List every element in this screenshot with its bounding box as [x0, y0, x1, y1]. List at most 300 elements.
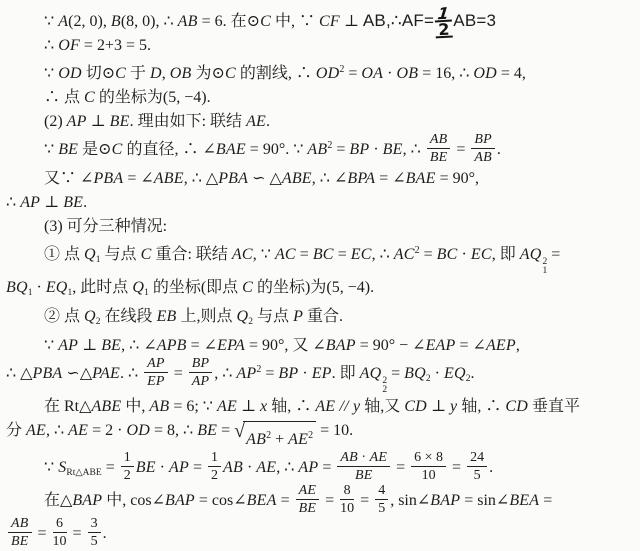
math-variable: AQ	[519, 246, 542, 263]
text-run: ∴	[295, 65, 316, 82]
math-line	[6, 167, 634, 191]
text-run: , ∴	[276, 459, 299, 477]
math-variable: C	[84, 89, 95, 106]
fraction-denominator	[121, 467, 134, 483]
math-variable: Q	[84, 308, 96, 325]
text-run: ⊥	[86, 113, 110, 130]
math-variable: PBA	[93, 170, 124, 187]
fraction-numerator	[340, 483, 354, 500]
subscript: 1	[95, 255, 101, 265]
text-run: ②	[44, 308, 65, 325]
math-line	[6, 395, 634, 419]
text-run: = 10.	[316, 422, 354, 440]
text-run: .	[496, 141, 501, 159]
text-run: . ∴	[119, 365, 143, 383]
math-variable: EAP	[425, 337, 456, 354]
typed-annotation-text: AB=3	[453, 11, 497, 30]
text-run: ∵	[44, 337, 59, 354]
handwritten-denominator: 2	[435, 19, 453, 38]
math-variable: //	[335, 398, 353, 416]
math-variable: BAP	[430, 492, 461, 510]
fraction-numerator	[8, 516, 32, 533]
math-variable: BAP	[325, 337, 356, 354]
text-run: ⊥	[426, 398, 450, 416]
text-run: 又	[44, 170, 61, 187]
subscript: 1	[27, 288, 33, 298]
math-variable: BE	[135, 459, 156, 477]
text-run: =	[318, 459, 336, 477]
fraction-numerator	[471, 132, 495, 149]
math-variable: OD	[315, 65, 340, 82]
math-variable: OD	[473, 65, 497, 82]
text-run: =	[188, 459, 206, 477]
math-variable: y	[450, 398, 458, 416]
radicand	[243, 421, 316, 452]
text-run: = cos∠	[194, 492, 247, 510]
text-run: .	[83, 194, 88, 211]
fraction-denominator	[88, 533, 101, 549]
text-run: =	[261, 365, 279, 383]
math-variable: EPA	[217, 337, 245, 354]
math-line	[6, 276, 634, 305]
fraction	[189, 356, 213, 389]
text-run: 的割线,	[235, 65, 296, 82]
math-line	[6, 191, 634, 215]
text-run: 5	[378, 501, 386, 517]
subscript: 2	[248, 317, 254, 327]
fraction	[121, 450, 134, 483]
math-variable: S	[58, 459, 67, 477]
text-run: , ∴	[45, 422, 69, 440]
math-line	[6, 518, 634, 551]
superscript: 2	[256, 364, 262, 376]
fraction-numerator	[337, 450, 390, 467]
math-variable: Q	[236, 308, 249, 325]
fraction-numerator	[296, 483, 320, 500]
math-variable: ABE	[153, 170, 184, 187]
math-variable: BP	[278, 365, 299, 383]
fraction	[296, 483, 320, 516]
math-variable: ABE	[91, 398, 122, 416]
text-run: =	[452, 141, 470, 159]
text-run: =	[169, 365, 187, 383]
text-run: 10	[421, 468, 436, 484]
math-line	[6, 86, 634, 110]
fraction	[411, 450, 446, 483]
fraction	[208, 450, 221, 483]
math-variable: AC	[231, 246, 253, 263]
math-variable: BAE	[215, 141, 246, 159]
text-run: 为⊙	[191, 65, 225, 82]
text-run: , ∵	[252, 246, 275, 263]
math-variable: CF	[318, 13, 340, 30]
fraction	[427, 132, 451, 165]
math-variable: AE	[246, 113, 267, 130]
text-run: ∵	[44, 141, 59, 159]
math-variable: AP	[20, 194, 41, 211]
text-run: 5	[473, 468, 481, 484]
text-run: =	[547, 246, 561, 263]
math-variable: BAP	[164, 492, 195, 510]
math-variable: BP	[349, 141, 370, 159]
superscript: 2	[382, 376, 388, 387]
text-run: = 4,	[496, 65, 526, 82]
text-run: 与点	[253, 308, 294, 325]
text-run: =	[101, 459, 119, 477]
math-line	[6, 419, 634, 452]
text-run: , ∴	[371, 246, 394, 263]
math-variable: AB	[149, 398, 170, 416]
math-variable: OB	[169, 65, 192, 82]
text-run: 的坐标为	[94, 89, 163, 106]
math-variable: BAE	[405, 170, 436, 187]
fraction	[471, 132, 495, 165]
text-run: = 2+3 = 5.	[79, 37, 151, 54]
text-run: ∽△	[62, 365, 93, 383]
text-run: 中,	[270, 13, 299, 30]
text-run: 10	[52, 534, 67, 550]
math-variable: P	[293, 308, 304, 325]
math-variable: APB	[156, 337, 187, 354]
fraction-denominator	[296, 500, 320, 516]
math-variable: AC	[274, 246, 296, 263]
fraction	[53, 516, 67, 549]
math-variable: A	[58, 13, 69, 30]
fraction-numerator	[88, 516, 101, 533]
text-run: , ∴ ∠	[311, 170, 348, 187]
text-run: 轴,又	[360, 398, 405, 416]
text-run: ⊥	[339, 13, 363, 30]
text-run: ·	[155, 459, 169, 477]
text-run: ·	[298, 365, 312, 383]
subscript: 2	[382, 385, 388, 396]
superscript: 2	[266, 430, 272, 442]
math-variable: BC	[436, 246, 458, 263]
math-variable: ABE	[281, 170, 312, 187]
square-root	[234, 421, 316, 452]
math-variable: BQ	[6, 279, 28, 296]
math-variable: AE	[216, 398, 237, 416]
text-run: 重合: 联结	[151, 246, 232, 263]
text-run: = ∠	[455, 337, 486, 354]
text-run: 分	[6, 422, 27, 440]
math-variable: BE	[429, 150, 448, 165]
math-variable: BP	[474, 132, 492, 147]
text-run: (8, 0), ∴	[120, 13, 178, 30]
math-variable: AB	[177, 13, 198, 30]
math-line	[6, 134, 634, 167]
fraction-numerator	[189, 356, 213, 373]
math-variable: BEA	[246, 492, 277, 510]
math-line	[6, 334, 634, 358]
text-run: ·	[357, 450, 370, 466]
text-run: =	[276, 492, 294, 510]
fraction-denominator	[340, 500, 354, 516]
text-run: = sin∠	[460, 492, 510, 510]
text-run: 即	[499, 246, 520, 263]
text-run: 又	[292, 337, 313, 354]
math-line	[6, 305, 634, 334]
text-run: , ∴ ∠	[121, 337, 157, 354]
text-run: 中,	[121, 398, 150, 416]
math-line	[6, 215, 634, 239]
text-run: ·	[369, 141, 383, 159]
math-variable: EP	[311, 365, 332, 383]
text-run: =	[321, 492, 339, 510]
math-line	[6, 34, 634, 58]
math-variable: C	[224, 65, 236, 82]
fraction-numerator	[427, 132, 451, 149]
text-run: ∵	[298, 13, 319, 30]
text-run: 6	[56, 516, 64, 532]
subscript: 1	[144, 288, 149, 298]
math-variable: EC	[350, 246, 372, 263]
fraction-numerator	[467, 450, 487, 467]
text-run: ∴ ∠	[182, 141, 216, 159]
subscript: 2	[425, 374, 431, 385]
text-run: , ∴	[214, 365, 237, 383]
text-run: = ∠	[123, 170, 154, 187]
math-variable: PAE	[92, 365, 120, 383]
math-variable: C	[140, 246, 152, 263]
text-run: ①	[44, 246, 65, 263]
fraction-denominator	[144, 373, 168, 389]
text-run: = ∠	[186, 337, 218, 354]
text-run: 2	[123, 468, 131, 484]
text-run: =	[33, 525, 51, 543]
text-run: =	[217, 422, 235, 440]
superscript: 2	[414, 245, 420, 256]
text-run: ∵ ∠	[60, 170, 94, 187]
text-run: ∴	[44, 37, 59, 54]
subscript: 1	[542, 266, 548, 276]
math-variable: AB	[340, 450, 358, 466]
math-variable: OD	[58, 65, 82, 82]
text-run: (5, −4).	[162, 89, 211, 106]
text-run: 的坐标)为	[253, 279, 327, 296]
math-line	[6, 58, 634, 86]
text-run: .	[331, 365, 340, 383]
math-variable: AE	[26, 422, 46, 440]
text-run: cos∠	[130, 492, 165, 510]
text-run: 于	[126, 65, 151, 82]
text-run: = 90° − ∠	[355, 337, 426, 354]
text-run: =	[387, 365, 405, 383]
typed-annotation-text: AB,∴AF=	[362, 11, 435, 30]
text-run: 4	[378, 483, 386, 499]
fraction	[467, 450, 487, 483]
text-run: .	[489, 459, 494, 477]
text-run: 重合.	[303, 308, 344, 325]
math-variable: AP	[191, 374, 210, 389]
fraction	[88, 516, 101, 549]
text-run: 垂直平	[527, 398, 580, 416]
superscript: 2	[339, 64, 345, 75]
subscript: 2	[95, 317, 101, 327]
math-variable: AC	[393, 246, 415, 263]
fraction-denominator	[53, 533, 67, 549]
subscript: Rt△ABE	[66, 468, 102, 479]
math-variable: x	[259, 398, 268, 416]
fraction	[340, 483, 354, 516]
math-variable: AB	[222, 459, 243, 477]
math-variable: BE	[382, 141, 403, 159]
text-run: 轴,	[267, 398, 296, 416]
fraction	[337, 450, 390, 483]
superscript: 2	[308, 430, 314, 442]
radical-sign-icon: √	[234, 420, 246, 443]
subscript: 1	[67, 288, 73, 298]
math-line	[6, 452, 634, 485]
text-run: (2)	[44, 113, 67, 130]
text-run: (5, −4).	[326, 279, 375, 296]
math-variable: EB	[156, 308, 177, 325]
text-run: = 2 ·	[88, 422, 127, 440]
math-variable: AE	[315, 398, 336, 416]
text-run: ∴	[485, 398, 506, 416]
text-run: ∵	[44, 65, 59, 82]
text-run: =	[344, 65, 362, 82]
text-run: =	[333, 246, 351, 263]
text-run: ∽ △	[248, 170, 282, 187]
text-run: ·	[32, 279, 46, 296]
text-run: 24	[470, 450, 485, 466]
text-run: ⊥	[78, 337, 102, 354]
math-line	[6, 3, 634, 40]
math-variable: BEA	[509, 492, 540, 510]
math-variable: AB	[429, 132, 448, 147]
text-run: = 90°,	[435, 170, 479, 187]
text-run: ∴	[44, 89, 65, 106]
text-run: ·	[457, 246, 471, 263]
text-run: 在△	[44, 492, 73, 510]
text-run: .	[266, 113, 271, 130]
math-variable: CD	[404, 398, 427, 416]
fraction-denominator	[189, 373, 213, 389]
math-variable: AP	[58, 337, 79, 354]
superscript: 2	[327, 140, 333, 152]
math-variable: AQ	[359, 365, 382, 383]
text-run: = ∠	[375, 170, 406, 187]
text-run: =	[295, 246, 313, 263]
text-run: 中,	[102, 492, 131, 510]
math-variable: AP	[66, 113, 87, 130]
text-run: .	[129, 113, 138, 130]
math-variable: Q	[132, 279, 145, 296]
text-run: 在 Rt△	[44, 398, 92, 416]
subscript: 2	[465, 374, 471, 385]
math-variable: EC	[470, 246, 492, 263]
math-variable: BE	[197, 422, 218, 440]
math-variable: AE	[369, 450, 388, 466]
text-run: 上,则点	[176, 308, 237, 325]
text-run: =	[68, 525, 86, 543]
text-run: = 16, ∴	[418, 65, 474, 82]
fraction-numerator	[121, 450, 134, 467]
fraction-numerator	[144, 356, 168, 373]
text-run: .	[102, 525, 107, 543]
fraction-denominator	[8, 533, 32, 549]
text-run: 是⊙	[78, 141, 112, 159]
text-run: ·	[430, 365, 444, 383]
math-line	[6, 239, 634, 276]
text-run: ∠	[312, 337, 326, 354]
text-run: ·	[383, 65, 397, 82]
math-variable: BPA	[347, 170, 376, 187]
math-variable: OA	[361, 65, 384, 82]
text-run: ,	[161, 65, 170, 82]
text-run: ,	[491, 246, 500, 263]
fraction	[144, 356, 168, 389]
text-run: =	[419, 246, 437, 263]
fraction	[375, 483, 388, 516]
fraction-numerator	[53, 516, 67, 533]
text-run: 1	[210, 450, 218, 466]
text-run: = 8, ∴	[149, 422, 198, 440]
math-variable: BE	[11, 534, 29, 550]
fraction-numerator	[411, 450, 446, 467]
math-variable: B	[110, 13, 121, 30]
fraction-numerator	[208, 450, 221, 467]
text-run: (2, 0),	[68, 13, 111, 30]
text-run: 的坐标(即点	[148, 279, 243, 296]
math-variable: AB	[474, 150, 492, 165]
math-variable: BE	[109, 113, 130, 130]
handwritten-fraction	[434, 3, 453, 40]
math-variable: EQ	[443, 365, 466, 383]
fraction	[8, 516, 32, 549]
text-run: 的直径,	[122, 141, 183, 159]
text-run: 理由如下: 联结	[137, 113, 247, 130]
superscript: 2	[542, 257, 548, 267]
fraction-numerator	[375, 483, 388, 500]
math-variable: C	[111, 141, 123, 159]
text-run: , ∴ △	[183, 170, 219, 187]
math-variable: BQ	[404, 365, 426, 383]
math-variable: BP	[191, 356, 210, 371]
math-variable: EQ	[45, 279, 68, 296]
fraction-denominator	[427, 149, 451, 165]
math-line	[6, 358, 634, 395]
math-variable: D	[150, 65, 162, 82]
text-run: ∴ △	[6, 365, 33, 383]
math-variable: BE	[101, 337, 122, 354]
math-variable: y	[352, 398, 361, 416]
fraction-denominator	[208, 467, 221, 483]
text-run: ∵	[44, 459, 59, 477]
text-run: 8	[343, 483, 351, 499]
math-variable: CD	[505, 398, 528, 416]
fraction-denominator	[337, 467, 390, 483]
text-run: 点	[64, 246, 85, 263]
math-variable: BE	[354, 468, 373, 484]
text-run: = 90°. ∵	[245, 141, 308, 159]
fraction-denominator	[411, 467, 446, 483]
text-run: =	[448, 459, 466, 477]
math-variable: AE	[68, 422, 89, 440]
text-run: =	[356, 492, 374, 510]
text-run: 点	[64, 308, 85, 325]
text-run: +	[271, 431, 289, 449]
math-variable: AP	[169, 459, 189, 477]
math-variable: C	[242, 279, 254, 296]
text-run: 点	[64, 89, 85, 106]
text-run: 2	[210, 468, 218, 484]
text-run: =	[539, 492, 553, 510]
text-run: =	[332, 141, 350, 159]
math-line	[6, 110, 634, 134]
math-variable: OD	[126, 422, 150, 440]
